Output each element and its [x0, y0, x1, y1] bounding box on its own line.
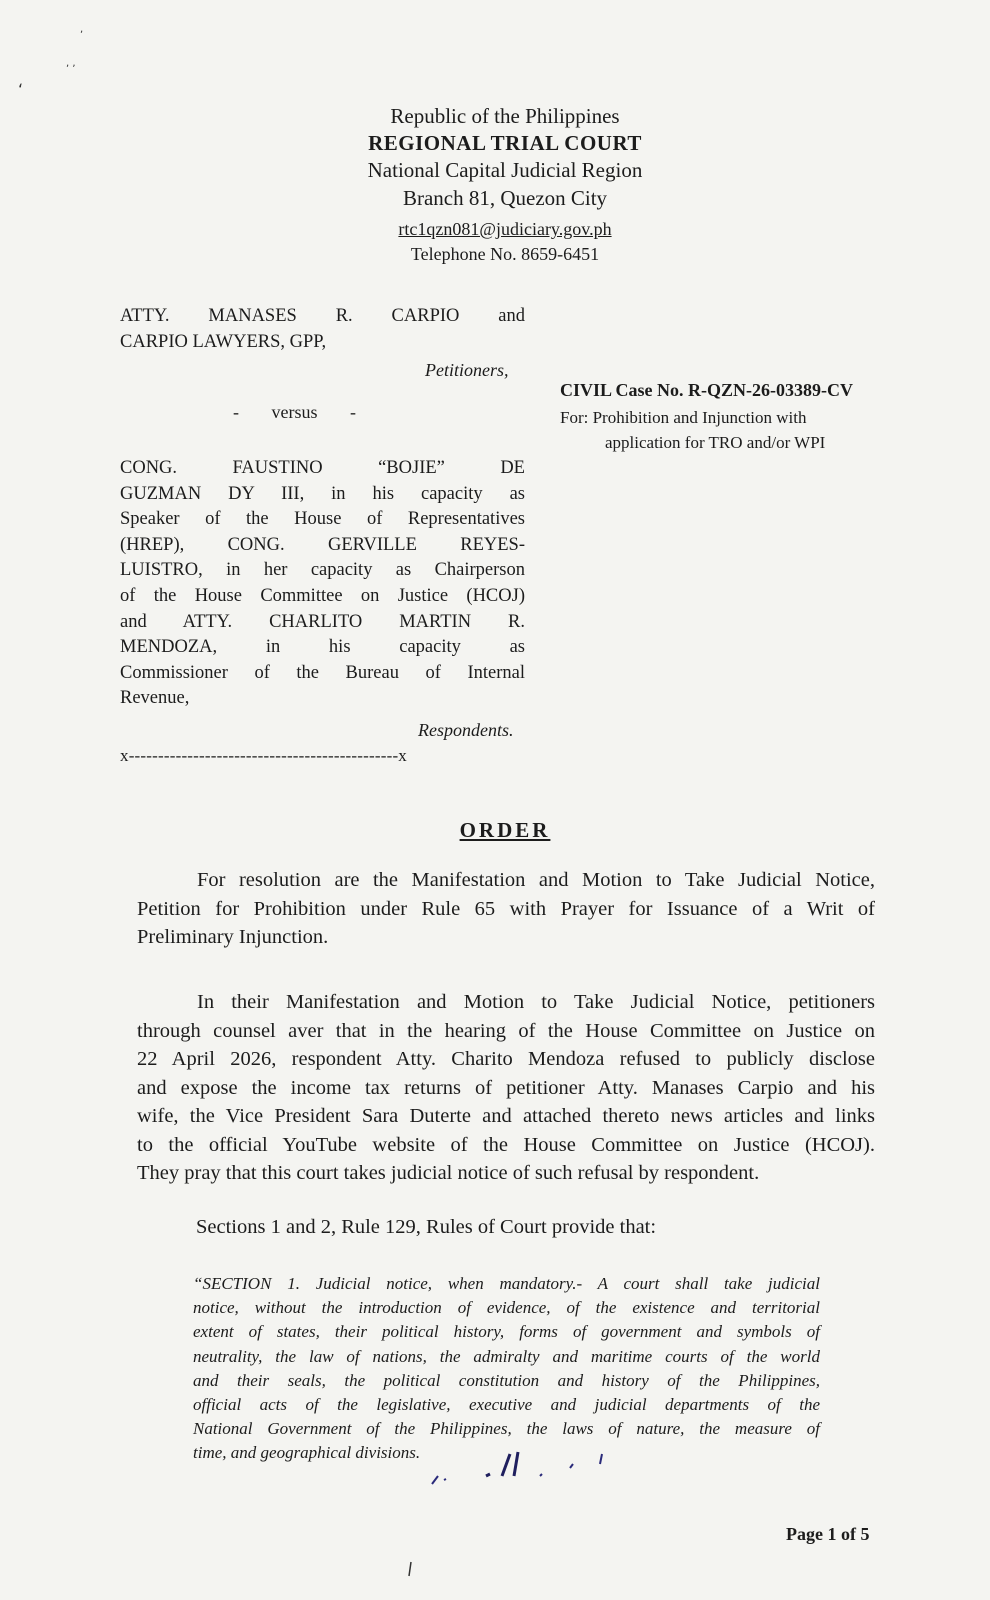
quote-line: notice, without the introduction of evidence, of the existence and territorial [193, 1298, 820, 1318]
respondent-line: LUISTRO, in her capacity as Chairperson [120, 560, 525, 581]
header-branch: Branch 81, Quezon City [402, 186, 608, 210]
case-number: CIVIL Case No. R-QZN-26-03389-CV [560, 380, 853, 400]
order-title: ORDER [459, 818, 551, 842]
paragraph-line: 22 April 2026, respondent Atty. Charito Mendoza refused to publicly disclose [137, 1048, 875, 1070]
paragraph-sections: Sections 1 and 2, Rule 129, Rules of Court provide that: [196, 1216, 657, 1238]
respondent-line: Revenue, [120, 688, 190, 709]
respondent-line: GUZMAN DY III, in his capacity as [120, 483, 525, 504]
respondent-line: (HREP), CONG. GERVILLE REYES- [120, 534, 525, 555]
respondents-block [120, 456, 525, 712]
quote-line: time, and geographical divisions. [193, 1443, 421, 1463]
page-number: Page 1 of 5 [786, 1524, 870, 1544]
paragraph-line: Preliminary Injunction. [137, 926, 329, 948]
respondent-line: Commissioner of the Bureau of Internal [120, 662, 525, 683]
paragraph-line: to the official YouTube website of the House Committee on Justice (HCOJ). [137, 1133, 875, 1156]
paragraph-line: They pray that this court takes judicial notice of such refusal by respondent. [137, 1162, 760, 1184]
header-telephone: Telephone No. 8659-6451 [410, 244, 600, 264]
petitioner-line: CARPIO LAWYERS, GPP, [120, 331, 327, 352]
paragraph-line: and expose the income tax returns of petitioner Atty. Manases Carpio and his [137, 1076, 875, 1099]
respondent-line: MENDOZA, in his capacity as [120, 637, 525, 658]
block-quote [193, 1272, 820, 1466]
stray-mark: , [80, 24, 84, 35]
respondent-line: and ATTY. CHARLITO MARTIN R. [120, 611, 525, 632]
stray-mark [405, 1560, 417, 1580]
paragraph-line: wife, the Vice President Sara Duterte and attached thereto news articles and links [137, 1105, 875, 1127]
paragraph-resolution [137, 866, 875, 952]
petitioner-line: ATTY. MANASES R. CARPIO and [120, 306, 525, 326]
caption-divider: x----------------------------------------------x [120, 746, 408, 765]
case-nature-line2: application for TRO and/or WPI [605, 433, 826, 452]
header-court: REGIONAL TRIAL COURT [368, 131, 642, 155]
quote-line: and their seals, the political constitution and history of the Philippines, [193, 1370, 820, 1390]
respondent-line: of the House Committee on Justice (HCOJ) [120, 585, 525, 606]
quote-line: National Government of the Philippines, the laws of nature, the measure of [193, 1419, 820, 1439]
quote-line: official acts of the legislative, executive and judicial departments of the [193, 1394, 820, 1414]
stray-mark: ‘ [18, 80, 24, 99]
quote-line: extent of states, their political history, forms of government and symbols of [193, 1322, 820, 1342]
petitioners-label: Petitioners, [425, 360, 509, 380]
header-email-link[interactable]: rtc1qzn081@judiciary.gov.ph [398, 219, 612, 239]
respondent-line: CONG. FAUSTINO “BOJIE” DE [120, 458, 525, 478]
paragraph-line: In their Manifestation and Motion to Take Judicial Notice, petitioners [197, 991, 875, 1013]
paragraph-line: Petition for Prohibition under Rule 65 with Prayer for Issuance of a Writ of [137, 897, 875, 920]
quote-line: neutrality, the law of nations, the admiralty and maritime courts of the world [193, 1346, 820, 1366]
header-region: National Capital Judicial Region [367, 158, 643, 182]
paragraph-manifestation [137, 988, 875, 1188]
paragraph-line: For resolution are the Manifestation and Motion to Take Judicial Notice, [197, 869, 875, 891]
paragraph-line: through counsel aver that in the hearing of the House Committee on Justice on [137, 1019, 875, 1042]
header-republic: Republic of the Philippines [390, 104, 620, 128]
quote-line: “SECTION 1. Judicial notice, when mandatory.- A court shall take judicial [193, 1274, 820, 1293]
initials-mark [430, 1446, 620, 1496]
respondent-line: Speaker of the House of Representatives [120, 509, 525, 530]
petitioners-block [120, 304, 525, 355]
case-nature-line1: For: Prohibition and Injunction with [560, 408, 807, 427]
versus-label: - versus - [233, 402, 356, 422]
stray-mark: , , [66, 58, 76, 69]
respondents-label: Respondents. [418, 720, 514, 740]
